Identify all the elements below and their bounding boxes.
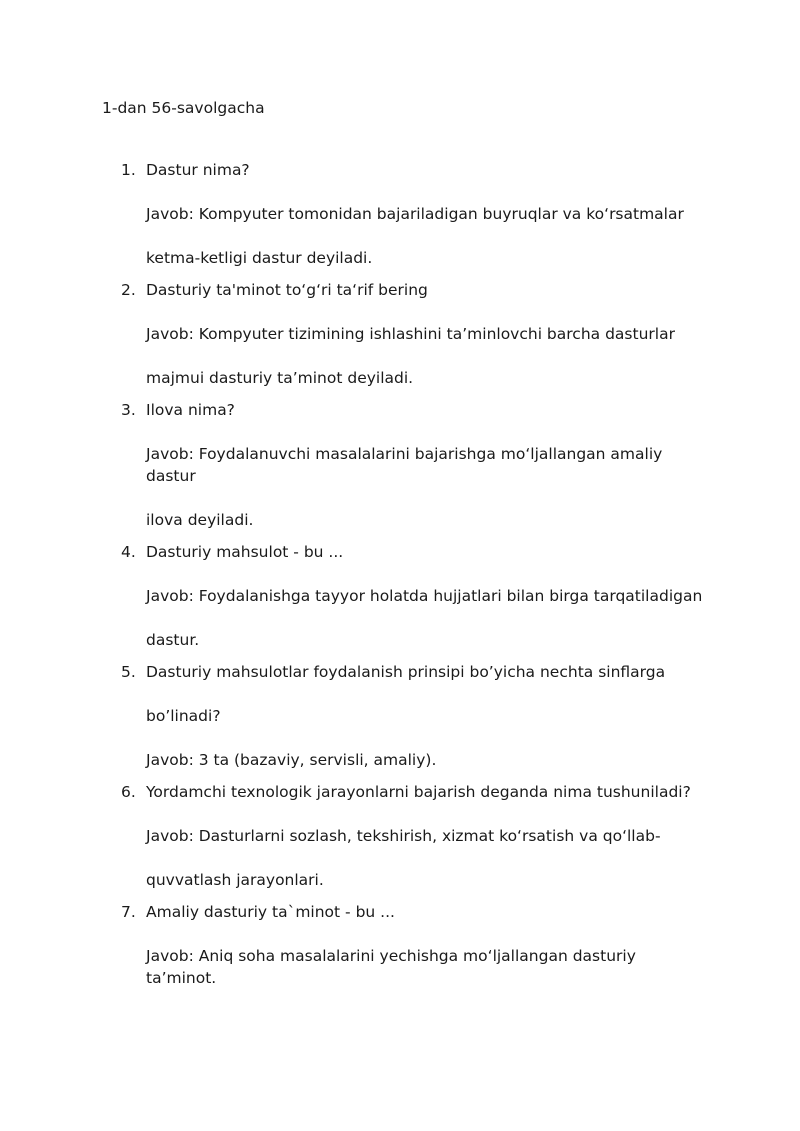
answer-line: quvvatlash jarayonlari.: [146, 871, 324, 889]
answer-line: Javob: Dasturlarni sozlash, tekshirish, xizmat ko‘rsatish va qo‘llab-: [146, 827, 661, 845]
answer-line: Javob: Kompyuter tomonidan bajariladigan buyruqlar va ko‘rsatmalar: [146, 205, 684, 223]
question-number: 6.: [121, 783, 136, 801]
question-text: Ilova nima?: [146, 401, 235, 419]
page-heading: 1-dan 56-savolgacha: [102, 99, 265, 117]
question-text-continued: bo’linadi?: [146, 707, 221, 725]
question-text: Dasturiy ta'minot to‘g‘ri ta‘rif bering: [146, 281, 428, 299]
question-list: [0, 159, 800, 999]
answer-line: ilova deyiladi.: [146, 511, 254, 529]
question-number: 4.: [121, 543, 136, 561]
answer-text: [146, 749, 710, 771]
answer-line: Javob: Foydalanishga tayyor holatda hujjatlari bilan birga tarqatiladigan: [146, 587, 703, 605]
answer-line: majmui dasturiy ta’minot deyiladi.: [146, 369, 414, 387]
answer-text: [146, 443, 710, 531]
question-item-1: [0, 159, 800, 269]
answer-text: [146, 203, 710, 269]
question-text: Amaliy dasturiy ta`minot - bu ...: [146, 903, 395, 921]
answer-line: Javob: 3 ta (bazaviy, servisli, amaliy).: [146, 751, 437, 769]
question-text: Dastur nima?: [146, 161, 250, 179]
question-number: 1.: [121, 161, 136, 179]
answer-line: Javob: Aniq soha masalalarini yechishga mo‘ljallangan dasturiy ta’minot.: [146, 947, 636, 987]
question-item-6: [0, 781, 800, 891]
answer-line: dastur.: [146, 631, 200, 649]
answer-line: Javob: Kompyuter tizimining ishlashini ta’minlovchi barcha dasturlar: [146, 325, 675, 343]
question-item-7: [0, 901, 800, 989]
question-text: Yordamchi texnologik jarayonlarni bajarish deganda nima tushuniladi?: [146, 783, 691, 801]
question-item-3: [0, 399, 800, 531]
answer-text: [146, 825, 710, 891]
question-item-5: [0, 661, 800, 771]
question-item-2: [0, 279, 800, 389]
question-text: Dasturiy mahsulot - bu ...: [146, 543, 344, 561]
question-number: 3.: [121, 401, 136, 419]
question-number: 7.: [121, 903, 136, 921]
answer-line: Javob: Foydalanuvchi masalalarini bajarishga mo‘ljallangan amaliy dastur: [146, 445, 663, 485]
answer-text: [146, 585, 710, 651]
question-number: 5.: [121, 663, 136, 681]
answer-text: [146, 323, 710, 389]
question-number: 2.: [121, 281, 136, 299]
question-item-4: [0, 541, 800, 651]
answer-text: [146, 945, 710, 989]
answer-line: ketma-ketligi dastur deyiladi.: [146, 249, 373, 267]
question-text: Dasturiy mahsulotlar foydalanish prinsipi bo’yicha nechta sinflarga: [146, 663, 666, 681]
